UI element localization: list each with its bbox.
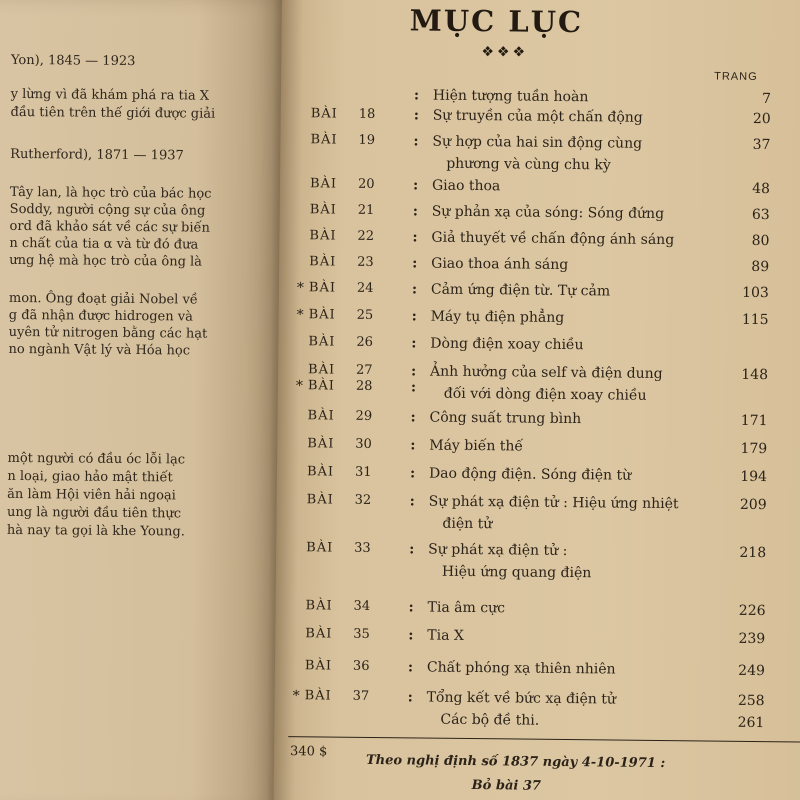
entry-title: Máy biến thế bbox=[429, 437, 524, 455]
entry-title: Giả thuyết về chấn động ánh sáng bbox=[431, 229, 675, 249]
colon-separator: : bbox=[412, 229, 418, 246]
toc-star-mark: * bbox=[295, 378, 303, 395]
lesson-label: BÀI bbox=[307, 362, 336, 378]
entry-title: Chất phóng xạ thiên nhiên bbox=[426, 659, 616, 678]
toc-entry bbox=[278, 408, 800, 430]
lesson-label: BÀI bbox=[307, 408, 335, 424]
page-number: 179 bbox=[740, 440, 768, 458]
left-page-text-line: Soddy, người cộng sự của ông bbox=[9, 201, 206, 219]
colon-separator: : bbox=[409, 541, 415, 558]
ornament-icon: ❖❖❖ bbox=[481, 44, 529, 61]
toc-star-mark: * bbox=[292, 688, 300, 705]
toc-entry bbox=[275, 658, 800, 680]
lesson-label: BÀI bbox=[310, 132, 338, 148]
lesson-label: BÀI bbox=[305, 598, 333, 614]
lesson-number: 34 bbox=[353, 598, 371, 614]
lesson-number: 22 bbox=[357, 228, 375, 244]
lesson-label: BÀI bbox=[304, 688, 332, 704]
colon-separator: : bbox=[411, 281, 418, 298]
toc-entry bbox=[280, 176, 800, 198]
lesson-number: 36 bbox=[352, 658, 370, 674]
page-number: 258 bbox=[737, 692, 765, 710]
entry-title: Tia âm cực bbox=[427, 599, 506, 617]
page-number: 37 bbox=[752, 136, 771, 154]
entry-title: Ảnh hưởng của self và điện dung bbox=[429, 363, 663, 383]
colon-separator: : bbox=[411, 335, 417, 352]
entry-title: Máy tụ điện phẳng bbox=[430, 308, 565, 326]
entry-title: Sự phát xạ điện tử : Hiệu ứng nhiệt bbox=[428, 493, 679, 513]
colon-separator: : bbox=[413, 87, 420, 104]
lesson-label: BÀI bbox=[308, 307, 336, 323]
lesson-label: BÀI bbox=[309, 176, 338, 192]
page-number: 171 bbox=[740, 412, 768, 430]
page-number: 239 bbox=[738, 630, 766, 648]
lesson-number: 21 bbox=[357, 202, 375, 218]
toc-star-mark: * bbox=[296, 307, 304, 324]
page-number: 80 bbox=[751, 232, 770, 250]
lesson-label: BÀI bbox=[306, 492, 334, 508]
colon-separator: : bbox=[413, 133, 419, 150]
decree-note: Theo nghị định số 1837 ngày 4-10-1971 : bbox=[365, 752, 666, 772]
left-page-text-line: y lừng vì đã khám phá ra tia X bbox=[10, 86, 210, 104]
lesson-number: 20 bbox=[357, 176, 375, 192]
left-page-text-line: Yon), 1845 — 1923 bbox=[10, 52, 136, 70]
entry-title-continued: Các bộ đề thi. bbox=[440, 711, 540, 729]
entry-title: Giao thoa ánh sáng bbox=[431, 255, 569, 274]
page-number: 7 bbox=[761, 91, 772, 108]
colon-separator: : bbox=[411, 308, 417, 325]
lesson-label: BÀI bbox=[308, 334, 336, 350]
colon-separator: : bbox=[410, 363, 417, 380]
entry-title: Công suất trung bình bbox=[429, 409, 582, 428]
lesson-label: BÀI bbox=[304, 658, 333, 674]
page-number: 103 bbox=[742, 284, 769, 302]
lesson-label: BÀI bbox=[310, 106, 338, 122]
lesson-label: BÀI bbox=[306, 464, 335, 480]
page-number: 218 bbox=[739, 544, 767, 562]
entry-title-continued: điện tử bbox=[442, 515, 493, 533]
left-page-text-line: n chất của tia α và từ đó đưa bbox=[9, 235, 199, 253]
entry-title: Hiện tượng tuần hoàn bbox=[432, 87, 589, 106]
lesson-number: 18 bbox=[358, 106, 376, 122]
left-page-text-line: Rutherford), 1871 — 1937 bbox=[10, 146, 184, 164]
colon-separator: : bbox=[410, 437, 416, 454]
lesson-number: 23 bbox=[357, 254, 374, 270]
entry-title: Sự truyền của một chấn động bbox=[432, 107, 643, 126]
left-page-text-line: g đã nhận được hidrogen và bbox=[8, 307, 193, 325]
toc-entry bbox=[277, 436, 800, 458]
toc-entry bbox=[275, 626, 800, 648]
colon-separator: : bbox=[412, 203, 418, 220]
page-number: 89 bbox=[751, 258, 770, 276]
left-page-text-line: đầu tiên trên thế giới được giải bbox=[10, 104, 216, 122]
toc-entry bbox=[277, 492, 800, 533]
lesson-number: 27 bbox=[355, 362, 373, 378]
page-number: 148 bbox=[741, 366, 769, 384]
colon-separator: : bbox=[408, 599, 414, 616]
page-number: 261 bbox=[737, 714, 765, 732]
page-number: 194 bbox=[740, 468, 768, 486]
entry-title-continued: phương và cùng chu kỳ bbox=[446, 155, 611, 174]
entry-title-continued: đối với dòng điện xoay chiều bbox=[443, 385, 647, 404]
left-page bbox=[0, 0, 289, 800]
lesson-label: BÀI bbox=[307, 378, 336, 394]
left-page-text-line: no ngành Vật lý và Hóa học bbox=[8, 341, 191, 359]
colon-separator: : bbox=[410, 379, 417, 396]
left-page-text-line: hà nay ta gọi là khe Young. bbox=[6, 522, 185, 540]
left-page-text-line: mon. Ông đoạt giải Nobel về bbox=[8, 290, 198, 308]
toc-entry bbox=[281, 106, 800, 128]
lesson-number: 24 bbox=[356, 280, 374, 296]
lesson-number: 31 bbox=[354, 464, 372, 480]
lesson-label: BÀI bbox=[305, 626, 333, 642]
lesson-label: BÀI bbox=[309, 254, 337, 270]
entry-title: Sự phản xạ của sóng: Sóng đứng bbox=[431, 203, 665, 223]
colon-separator: : bbox=[413, 107, 419, 124]
toc-entry bbox=[281, 86, 800, 108]
entry-title: Sự phát xạ điện tử : bbox=[428, 541, 568, 560]
page-number: 249 bbox=[738, 662, 766, 680]
toc-entry bbox=[281, 132, 800, 174]
toc-title: MỤC LỤC bbox=[409, 3, 584, 40]
lesson-number: 26 bbox=[356, 334, 373, 350]
toc-entry bbox=[280, 202, 800, 224]
toc-entry bbox=[277, 464, 800, 486]
entry-title: Sự hợp của hai sin động cùng bbox=[432, 133, 643, 152]
toc-star-mark: * bbox=[296, 280, 305, 297]
entry-title: Tia X bbox=[427, 627, 464, 644]
lesson-number: 30 bbox=[355, 436, 372, 452]
colon-separator: : bbox=[408, 627, 414, 644]
entry-title: Tổng kết về bức xạ điện tử bbox=[426, 689, 616, 708]
page-number: 209 bbox=[739, 496, 767, 514]
lesson-number: 35 bbox=[353, 626, 370, 642]
left-page-text-line: Tây lan, là học trò của bác học bbox=[9, 184, 212, 202]
left-page-text-line: ăn làm Hội viên hải ngoại bbox=[7, 486, 176, 504]
lesson-label: BÀI bbox=[307, 436, 335, 452]
right-page bbox=[273, 0, 800, 800]
lesson-number: 37 bbox=[352, 688, 370, 704]
lesson-number: 25 bbox=[356, 307, 374, 323]
toc-entry bbox=[276, 598, 800, 620]
lesson-label: BÀI bbox=[308, 280, 337, 296]
toc-entry bbox=[279, 254, 800, 276]
toc-entry bbox=[276, 540, 800, 582]
lesson-number: 28 bbox=[355, 378, 373, 394]
page-number: 20 bbox=[752, 110, 771, 128]
colon-separator: : bbox=[407, 659, 414, 676]
lesson-label: BÀI bbox=[309, 228, 337, 244]
colon-separator: : bbox=[412, 177, 419, 194]
entry-title: Dao động điện. Sóng điện từ bbox=[428, 465, 632, 484]
price-label: 340 $ bbox=[289, 744, 328, 760]
left-page-text-line: uyên tử nitrogen bằng các hạt bbox=[8, 324, 208, 342]
toc-entry bbox=[279, 307, 800, 329]
lesson-label: BÀI bbox=[309, 202, 337, 218]
colon-separator: : bbox=[409, 493, 415, 510]
toc-entry bbox=[279, 280, 800, 302]
entry-title: Cảm ứng điện từ. Tự cảm bbox=[430, 281, 611, 300]
lesson-label: BÀI bbox=[306, 540, 334, 556]
left-page-text-line: một người có đầu óc lỗi lạc bbox=[7, 450, 186, 468]
colon-separator: : bbox=[412, 255, 418, 272]
colon-separator: : bbox=[410, 409, 416, 426]
page-column-header: TRANG bbox=[714, 70, 758, 83]
toc-entry bbox=[280, 228, 800, 250]
left-page-text-line: ung là người đầu tiên thực bbox=[6, 504, 182, 522]
entry-title: Giao thoa bbox=[431, 177, 501, 195]
decree-note-continued: Bỏ bài 37 bbox=[471, 778, 542, 794]
lesson-number: 29 bbox=[355, 408, 373, 424]
entry-title: Dòng điện xoay chiều bbox=[430, 335, 584, 354]
colon-separator: : bbox=[407, 689, 413, 706]
entry-title-continued: Hiệu ứng quang điện bbox=[441, 563, 592, 582]
lesson-number: 19 bbox=[358, 132, 376, 148]
left-page-text-line: ưng hệ mà học trò của ông là bbox=[9, 252, 203, 270]
page-number: 63 bbox=[751, 206, 770, 224]
toc-entry bbox=[278, 334, 800, 354]
page-number: 115 bbox=[741, 311, 769, 329]
left-page-text-line: n loại, giao hảo mật thiết bbox=[7, 468, 173, 486]
lesson-number: 33 bbox=[354, 540, 371, 556]
left-page-text-line: ord đã khảo sát về các sự biến bbox=[9, 218, 211, 236]
footer-divider bbox=[288, 736, 800, 742]
lesson-number: 32 bbox=[354, 492, 372, 508]
colon-separator: : bbox=[409, 465, 416, 482]
page-number: 226 bbox=[738, 602, 766, 620]
page-number: 48 bbox=[752, 180, 771, 198]
